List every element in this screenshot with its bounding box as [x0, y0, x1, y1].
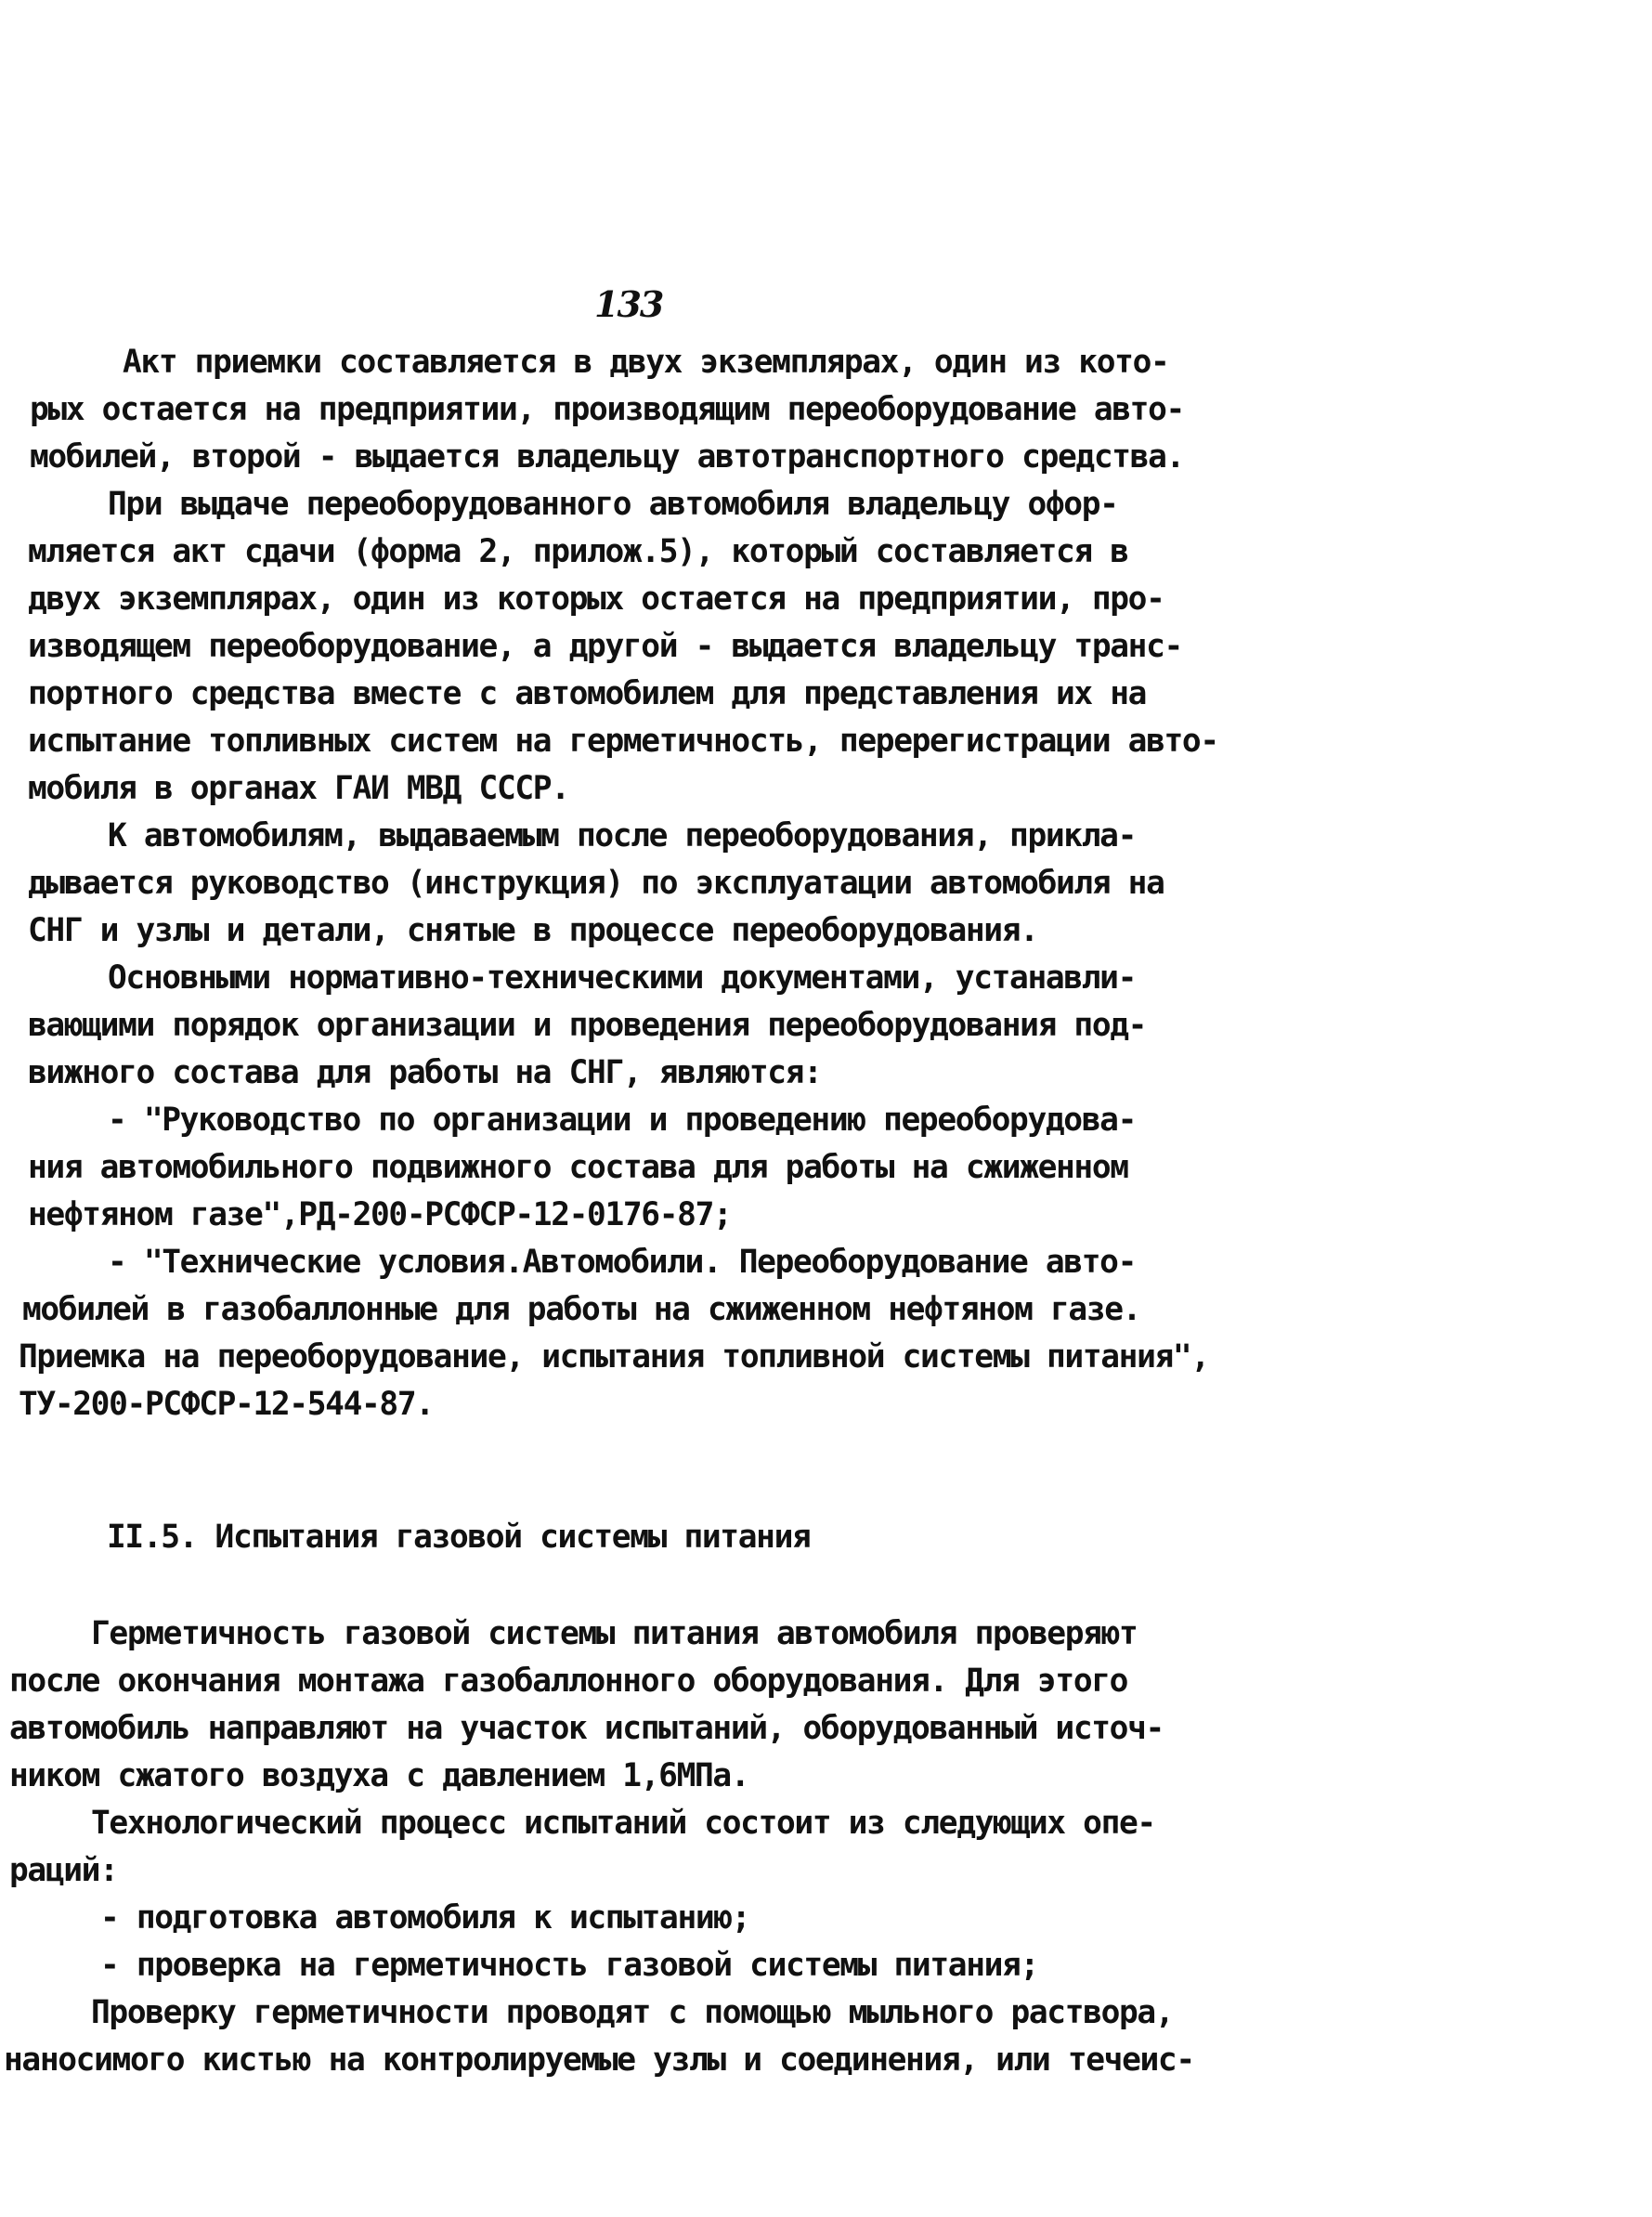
text-line: дывается руководство (инструкция) по эксплуатации автомобиля на — [28, 865, 1164, 902]
text-line: Акт приемки составляется в двух экземплярах, один из кото- — [123, 344, 1169, 381]
text-line: изводящем переоборудование, а другой - выдается владельцу транс- — [28, 628, 1182, 665]
text-line: нефтяном газе",РД-200-РСФСР-12-0176-87; — [28, 1196, 732, 1233]
text-line: рых остается на предприятии, производящим переоборудование авто- — [30, 391, 1184, 428]
text-line: мляется акт сдачи (форма 2, прилож.5), который составляется в — [28, 533, 1128, 570]
text-line: При выдаче переоборудованного автомобиля владельцу офор- — [108, 486, 1118, 523]
text-line: после окончания монтажа газобаллонного оборудования. Для этого — [9, 1663, 1128, 1700]
text-line: двух экземплярах, один из которых остается на предприятии, про- — [28, 580, 1164, 618]
text-line: раций: — [9, 1852, 118, 1889]
text-line: Приемка на переоборудование, испытания топливной системы питания", — [19, 1338, 1209, 1376]
text-line: ником сжатого воздуха с давлением 1,6МПа. — [9, 1757, 749, 1794]
page-number: 133 — [594, 283, 663, 325]
text-line: портного средства вместе с автомобилем для представления их на — [28, 675, 1147, 712]
text-line: - "Технические условия.Автомобили. Переоборудование авто- — [108, 1244, 1136, 1281]
text-line: наносимого кистью на контролируемые узлы и соединения, или течеис- — [4, 2041, 1194, 2079]
text-line: автомобиль направляют на участок испытаний, оборудованный источ- — [9, 1710, 1164, 1747]
text-line: ТУ-200-РСФСР-12-544-87. — [19, 1386, 434, 1423]
text-line: К автомобилям, выдаваемым после переоборудования, прикла- — [108, 817, 1136, 854]
text-line: СНГ и узлы и детали, снятые в процессе переоборудования. — [28, 912, 1038, 949]
text-line: - проверка на герметичность газовой системы питания; — [100, 1947, 1038, 1984]
text-line: вающими порядок организации и проведения переоборудования под- — [28, 1007, 1147, 1044]
section-heading: II.5. Испытания газовой системы питания — [107, 1519, 811, 1556]
text-line: - подготовка автомобиля к испытанию; — [100, 1899, 750, 1937]
text-line: Герметичность газовой системы питания автомобиля проверяют — [91, 1615, 1138, 1652]
text-line: Технологический процесс испытаний состоит из следующих опе- — [91, 1805, 1155, 1842]
text-line: испытание топливных систем на герметичность, перерегистрации авто- — [28, 723, 1218, 760]
text-line: мобиля в органах ГАИ МВД СССР. — [28, 770, 569, 807]
text-line: Проверку герметичности проводят с помощью мыльного раствора, — [91, 1994, 1174, 2031]
text-line: вижного состава для работы на СНГ, являются: — [28, 1054, 822, 1091]
text-line: Основными нормативно-техническими документами, устанавли- — [108, 959, 1136, 997]
text-line: мобилей в газобаллонные для работы на сжиженном нефтяном газе. — [22, 1291, 1141, 1328]
text-line: мобилей, второй - выдается владельцу автотранспортного средства. — [30, 438, 1184, 476]
text-line: - "Руководство по организации и проведению переоборудова- — [108, 1102, 1136, 1139]
text-line: ния автомобильного подвижного состава для работы на сжиженном — [28, 1149, 1128, 1186]
